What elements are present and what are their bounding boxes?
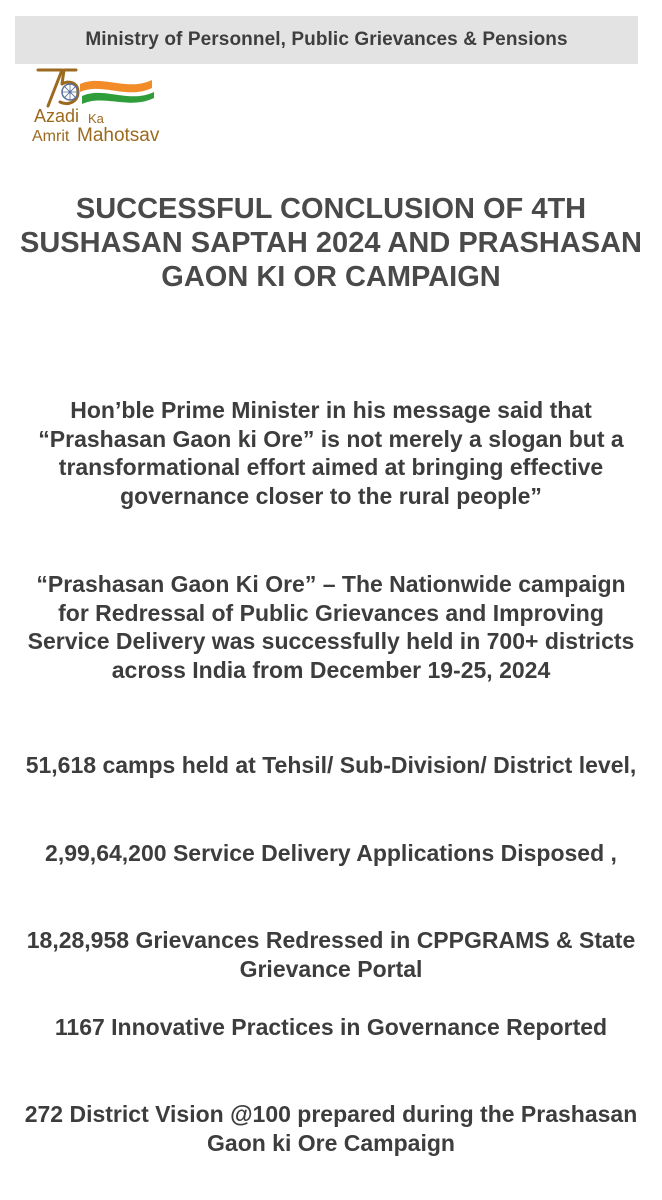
logo-amrit: Amrit <box>32 128 70 145</box>
logo-ka: Ka <box>88 111 104 126</box>
press-release-title: SUCCESSFUL CONCLUSION OF 4TH SUSHASAN SAPTAH 2024 AND PRASHASAN GAON KI OR CAMPAIGN <box>20 193 642 293</box>
ministry-header-band <box>15 16 638 64</box>
ministry-name: Ministry of Personnel, Public Grievances & Pensions <box>85 29 568 50</box>
applications-stat: 2,99,64,200 Service Delivery Applications Disposed , <box>45 840 617 866</box>
logo-mahotsav: Mahotsav <box>77 125 160 146</box>
district-vision-stat: 272 District Vision @100 prepared during the Prashasan Gaon ki Ore Campaign <box>24 1101 638 1156</box>
camps-stat: 51,618 camps held at Tehsil/ Sub-Division/ District level, <box>25 752 637 778</box>
innovative-practices-stat: 1167 Innovative Practices in Governance Reported <box>54 1014 608 1040</box>
azadi-ka-amrit-mahotsav-logo <box>32 66 192 160</box>
pm-message-paragraph: Hon’ble Prime Minister in his message said that “Prashasan Gaon ki Ore” is not merely a slogan but a transformational effort aimed at bringing effective governance closer to the rural people” <box>38 397 624 509</box>
logo-wordmark <box>32 106 192 160</box>
grievances-stat: 18,28,958 Grievances Redressed in CPPGRAMS & State Grievance Portal <box>26 927 636 982</box>
campaign-summary-paragraph: “Prashasan Gaon Ki Ore” – The Nationwide campaign for Redressal of Public Grievances and Improving Service Delivery was successfully held in 700+ districts across India from December 19-25, 2024 <box>27 571 635 683</box>
logo-azadi: Azadi <box>34 106 80 126</box>
